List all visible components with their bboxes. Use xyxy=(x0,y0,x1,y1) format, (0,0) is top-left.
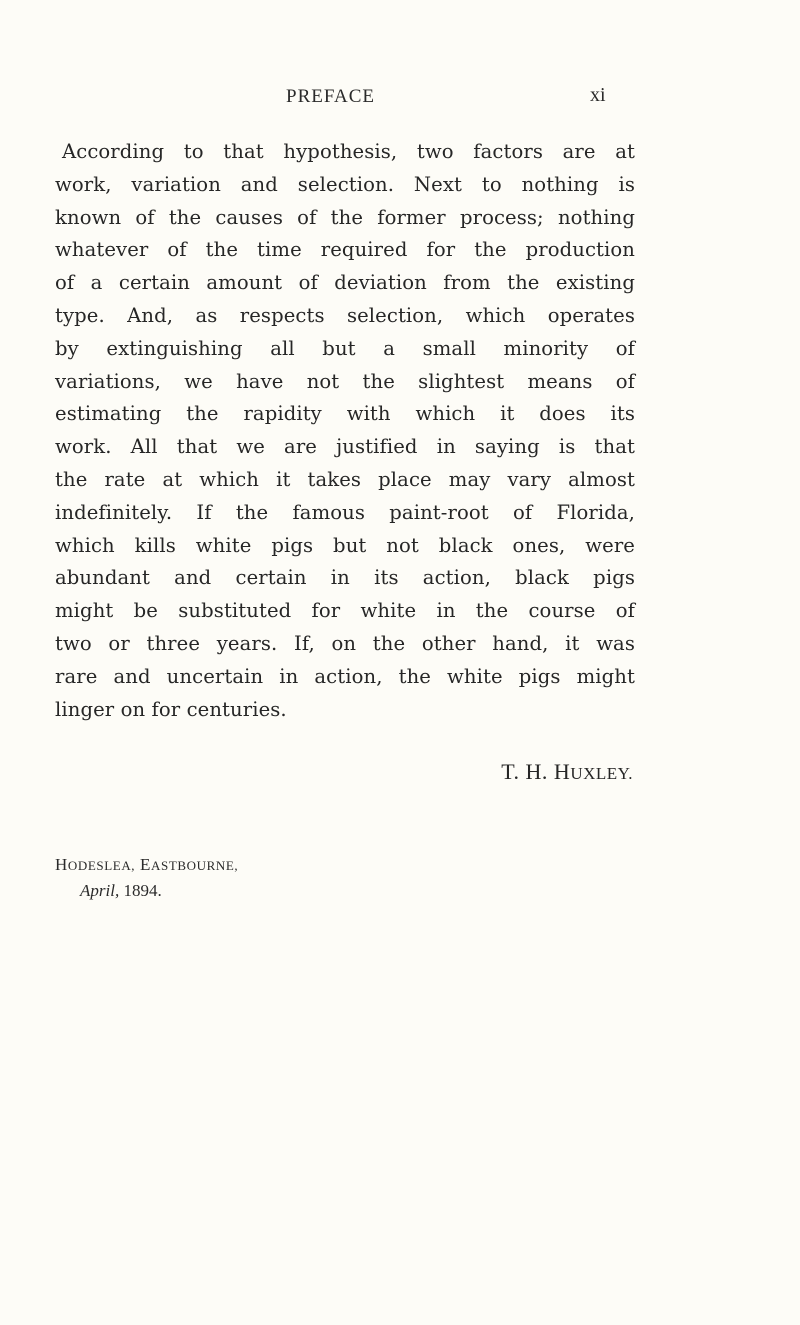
text-line: According to that hypothesis, two factors are at xyxy=(62,140,635,163)
text-line: estimating the rapidity with which it does its xyxy=(55,402,635,426)
author-signature xyxy=(0,759,633,785)
text-line: two or three years. If, on the other hand, it was xyxy=(55,631,635,655)
running-head-title: PREFACE xyxy=(286,86,376,107)
text-line: by extinguishing all but a small minority of xyxy=(55,336,635,360)
date-month: April, xyxy=(80,881,120,900)
place-second-initial: E xyxy=(140,855,152,874)
text-line: variations, we have not the slightest means of xyxy=(55,369,635,393)
page-number: xi xyxy=(590,84,606,106)
text-line: linger on for centuries. xyxy=(55,697,287,721)
text-line: abundant and certain in its action, black pigs xyxy=(55,566,635,590)
place-second-rest: ASTBOURNE, xyxy=(151,858,239,873)
date-year: 1894. xyxy=(123,881,162,900)
text-line: indefinitely. If the famous paint-root of Florida, xyxy=(55,500,635,524)
text-line: the rate at which it takes place may vary almost xyxy=(55,467,635,491)
place-first-initial: H xyxy=(55,855,68,874)
text-line: work. All that we are justified in saying is that xyxy=(55,435,635,459)
signature-surname-rest: UXLEY. xyxy=(570,764,633,783)
place-line xyxy=(55,855,238,875)
running-head xyxy=(0,86,800,116)
text-line: work, variation and selection. Next to nothing is xyxy=(55,172,635,196)
text-line: which kills white pigs but not black ones, were xyxy=(55,533,635,557)
text-line: rare and uncertain in action, the white pigs might xyxy=(55,664,635,688)
text-line: known of the causes of the former process; nothing xyxy=(55,205,635,229)
text-line: of a certain amount of deviation from the existing xyxy=(55,271,635,295)
preface-paragraph xyxy=(55,136,635,726)
text-line: type. And, as respects selection, which operates xyxy=(55,303,635,327)
text-line: might be substituted for white in the course of xyxy=(55,599,635,623)
signature-initials: T. H. H xyxy=(501,759,571,784)
text-line: whatever of the time required for the production xyxy=(55,238,635,262)
date-line xyxy=(80,881,162,901)
place-first-rest: ODESLEA, xyxy=(67,858,136,873)
